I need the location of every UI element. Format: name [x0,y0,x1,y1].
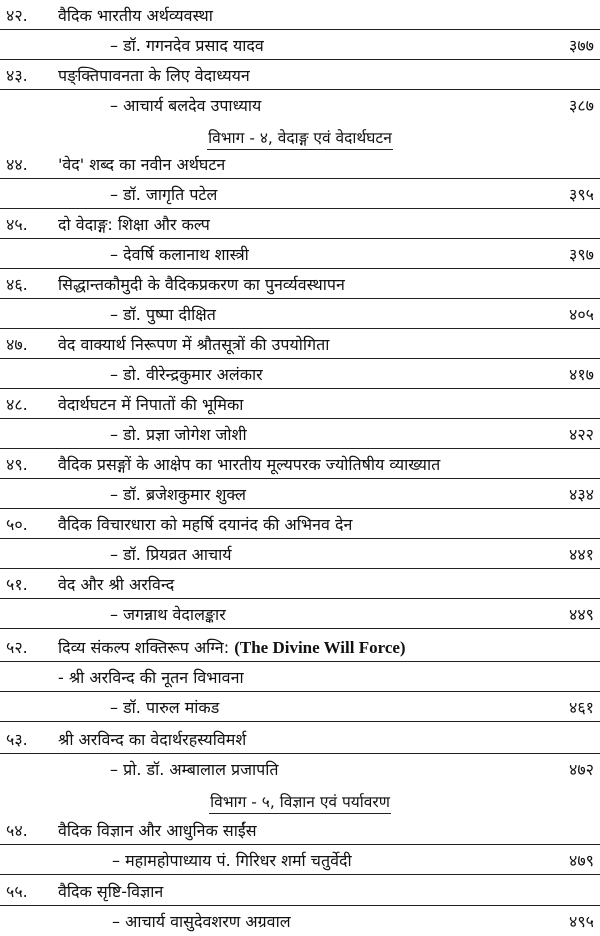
entry-author-line [0,692,600,722]
entry-title-line [0,389,600,419]
entry-title-line [0,724,600,754]
entry-title-line [0,815,600,845]
entry-title: पङ्क्तिपावनता के लिए वेदाध्ययन [58,66,250,85]
entry-number: ५२. [6,638,28,657]
entry-title-line [0,876,600,906]
entry-title-line [0,569,600,599]
entry-author: – डॉ. पारुल मांकड [110,698,220,717]
entry-number: ५३. [6,730,28,749]
entry-number: ४६. [6,275,28,294]
entry-page: ४४९ [569,605,594,624]
entry-author: – जगन्नाथ वेदालङ्कार [110,605,226,624]
entry-title: सिद्धान्तकौमुदी के वैदिकप्रकरण का पुनर्व्यवस्थापन [58,275,345,294]
entry-author-line [0,239,600,269]
entry-author: – डो. प्रज्ञा जोगेश जोशी [110,425,247,444]
entry-author-line [0,30,600,60]
entry-page: ४०५ [569,305,594,324]
section-heading [0,126,600,148]
divider [0,628,600,629]
entry-author-line [0,90,600,120]
entry-number: ५४. [6,821,28,840]
entry-author: – देवर्षि कलानाथ शास्त्री [110,245,249,264]
entry-author-line [0,359,600,389]
entry-author-line [0,419,600,449]
entry-title-line [0,509,600,539]
entry-page: ४३४ [569,485,594,504]
entry-number: ५१. [6,575,28,594]
entry-title: वैदिक भारतीय अर्थव्यवस्था [58,6,213,25]
entry-title-hindi: दिव्य संकल्प शक्तिरूप अग्नि: [58,638,230,657]
divider [0,874,600,875]
entry-title: वेद वाक्यार्थ निरूपण में श्रौतसूत्रों की उपयोगिता [58,335,330,354]
entry-page: ३९७ [569,245,594,264]
entry-author-line [0,845,600,875]
divider [0,721,600,722]
entry-title: वैदिक सृष्टि-विज्ञान [58,882,164,901]
entry-title-line [0,60,600,90]
entry-number: ५५. [6,882,28,901]
section-heading-label: विभाग - ५, विज्ञान एवं पर्यावरण [209,793,391,814]
entry-number: ४३. [6,66,28,85]
entry-number: ५०. [6,515,28,534]
entry-author: – महामहोपाध्याय पं. गिरिधर शर्मा चतुर्वेदी [112,851,352,870]
entry-page: ४७२ [569,760,594,779]
entry-title: श्री अरविन्द का वेदार्थरहस्यविमर्श [58,730,247,749]
entry-author: – डॉ. पुष्पा दीक्षित [110,305,216,324]
entry-author: – डॉ. ब्रजेशकुमार शुक्ल [110,485,246,504]
entry-title-line [0,632,600,662]
entry-number: ४८. [6,395,28,414]
entry-title: 'वेद' शब्द का नवीन अर्थघटन [58,155,226,174]
entry-title: वैदिक विज्ञान और आधुनिक साईंस [58,821,257,840]
entry-title-line [0,149,600,179]
entry-page: ३९५ [569,185,594,204]
entry-author-line [0,599,600,629]
entry-title: वैदिक प्रसङ्गों के आक्षेप का भारतीय मूल्यपरक ज्योतिषीय व्याख्यात [58,455,441,474]
entry-title: दो वेदाङ्ग: शिक्षा और कल्प [58,215,210,234]
entry-page: ४२२ [569,425,594,444]
entry-author-line [0,179,600,209]
entry-author-line [0,754,600,784]
entry-author: – डॉ. जागृति पटेल [110,185,218,204]
entry-subtitle-line [0,662,600,692]
entry-number: ४४. [6,155,28,174]
entry-author-line [0,906,600,936]
entry-title-line [0,449,600,479]
entry-author: – आचार्य बलदेव उपाध्याय [110,96,262,115]
entry-author: – डो. वीरेन्द्रकुमार अलंकार [110,365,263,384]
entry-author: – डॉ. प्रियव्रत आचार्य [110,545,232,564]
entry-title: वेद और श्री अरविन्द [58,575,175,594]
section-heading [0,790,600,812]
entry-number: ४९. [6,455,28,474]
entry-author: – आचार्य वासुदेवशरण अग्रवाल [112,912,291,931]
entry-number: ४५. [6,215,28,234]
entry-number: ४२. [6,6,28,25]
entry-title-english: (The Divine Will Force) [234,638,406,657]
entry-author-line [0,539,600,569]
entry-author: – प्रो. डॉ. अम्बालाल प्रजापति [110,760,279,779]
entry-title-line [0,209,600,239]
entry-title-line [0,0,600,30]
entry-author: – डॉ. गगनदेव प्रसाद यादव [110,36,264,55]
entry-author-line [0,479,600,509]
entry-title: वेदार्थघटन में निपातों की भूमिका [58,395,244,414]
entry-title-line [0,269,600,299]
entry-title-line [0,329,600,359]
entry-title [58,636,406,658]
entry-page: ४१७ [569,365,594,384]
entry-title: वैदिक विचारधारा को महर्षि दयानंद की अभिनव देन [58,515,353,534]
entry-author-line [0,299,600,329]
entry-subtitle: - श्री अरविन्द की नूतन विभावना [58,668,244,687]
entry-page: ४७९ [569,851,594,870]
section-heading-label: विभाग - ४, वेदाङ्ग एवं वेदार्थघटन [207,129,393,150]
entry-page: ४४१ [569,545,594,564]
entry-page: ३७७ [569,36,594,55]
entry-number: ४७. [6,335,28,354]
entry-page: ३८७ [569,96,594,115]
entry-page: ४९५ [569,912,594,931]
entry-page: ४६१ [569,698,594,717]
